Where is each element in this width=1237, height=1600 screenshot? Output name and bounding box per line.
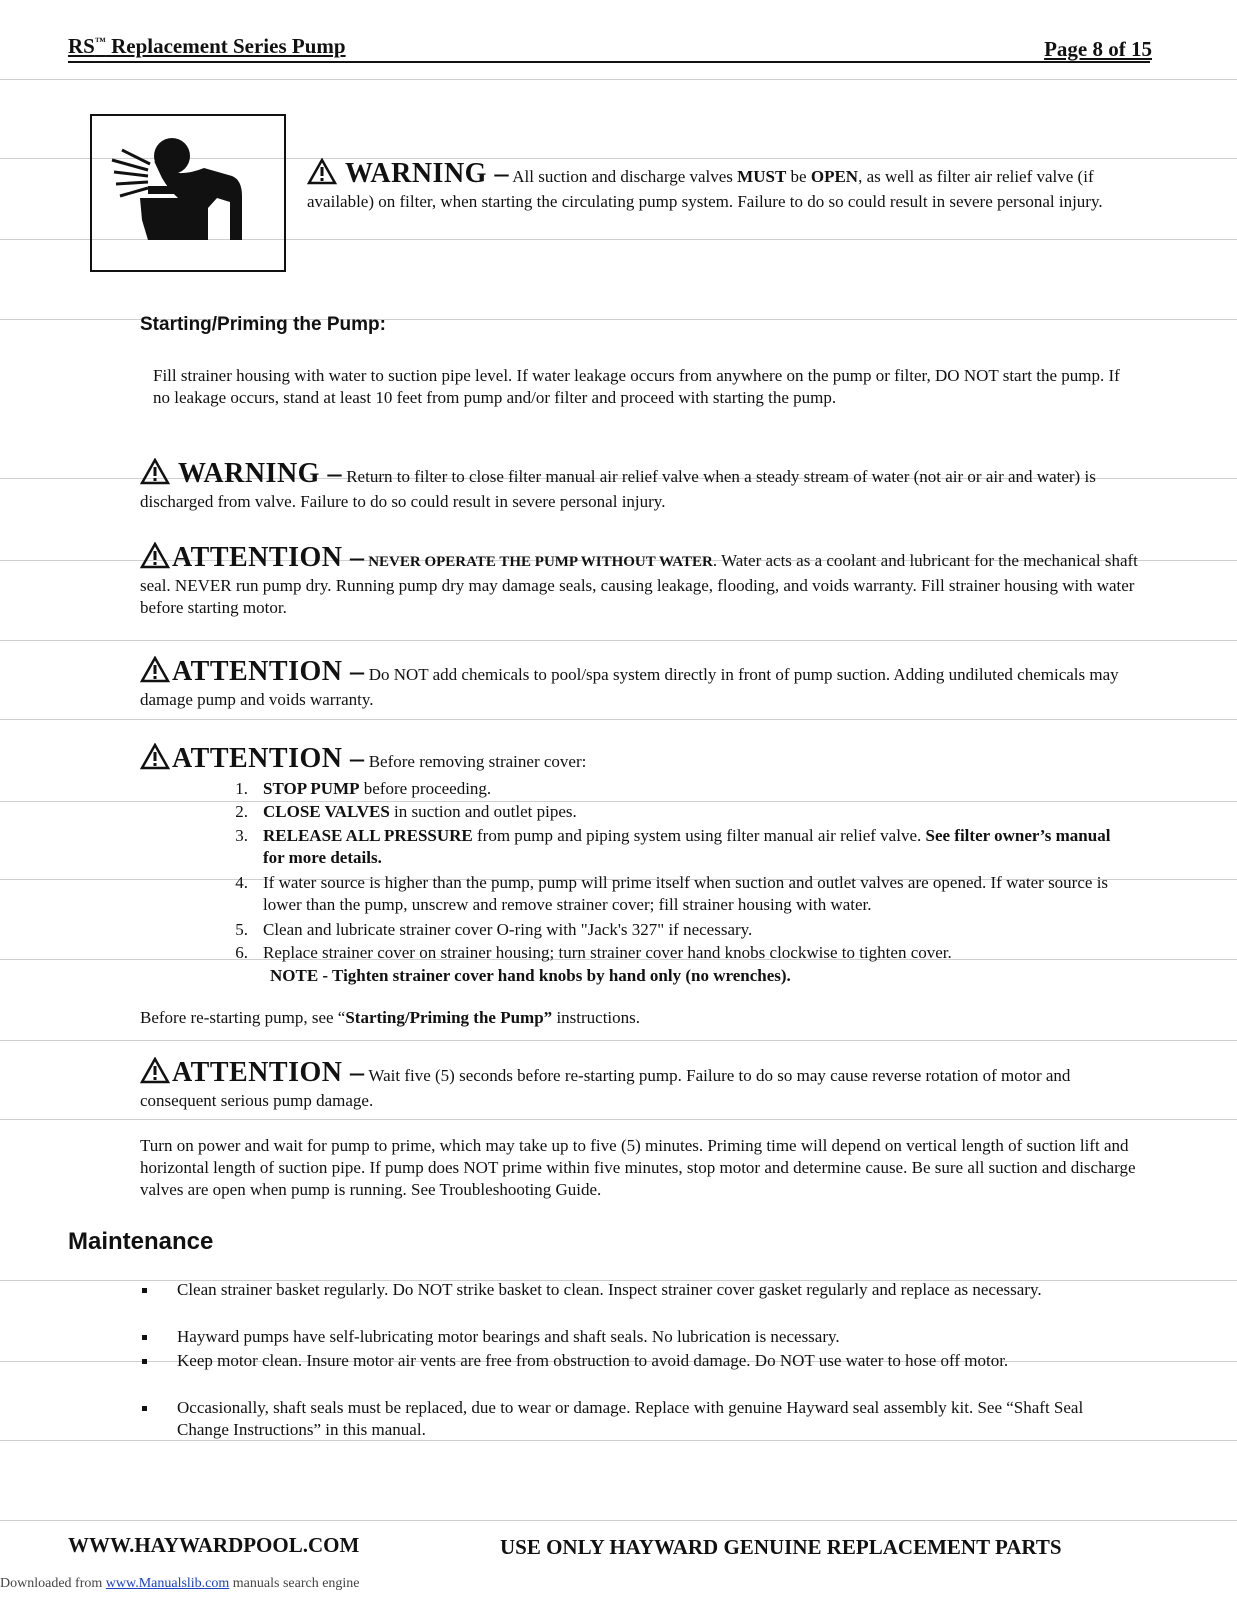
warning-triangle-icon xyxy=(140,743,170,776)
warning-triangle-icon xyxy=(140,1057,170,1090)
warning-triangle-icon xyxy=(307,158,337,191)
starting-instructions: Fill strainer housing with water to suction pipe level. If water leakage occurs from anywhere on the pump or filter, DO NOT start the pump. If no leakage occurs, stand at least 10 feet from pump and/or filter and proceed with starting the pump. xyxy=(153,366,1120,407)
priming-paragraph: Turn on power and wait for pump to prime, which may take up to five (5) minutes. Priming time will depend on vertical length of suction lift and horizontal length of suction pipe. If pump does NOT prime within five minutes, stop motor and determine cause. Be sure all suction and discharge valves are open when pump is running. See Troubleshooting Guide. xyxy=(140,1136,1136,1199)
section-heading-maintenance: Maintenance xyxy=(68,1228,214,1255)
attention-block-no-water: ATTENTION – NEVER OPERATE THE PUMP WITHOUT WATER. Water acts as a coolant and lubricant for the mechanical shaft seal. NEVER run pump dry. Running pump dry may damage seals, causing leakage, flooding, and voids warranty. Fill strainer housing with water before starting motor. xyxy=(140,542,1138,617)
restart-instruction: Before re-starting pump, see “Starting/Priming the Pump” instructions. xyxy=(140,1008,641,1027)
header-rule xyxy=(68,61,1150,63)
note-hand-knobs: NOTE - Tighten strainer cover hand knobs by hand only (no wrenches). xyxy=(270,966,791,985)
scan-line xyxy=(0,719,1237,720)
warning-block-valves: WARNING – All suction and discharge valves MUST be OPEN, as well as filter air relief valve (if available) on filter, when starting the circulating pump system. Failure to do so could result in severe personal injury. xyxy=(307,158,1103,211)
scan-line xyxy=(0,1520,1237,1521)
warning-triangle-icon xyxy=(140,542,170,575)
scan-line xyxy=(0,1119,1237,1120)
warning-block-air-relief: WARNING – Return to filter to close filter manual air relief valve when a steady stream of water (not air or air and water) is discharged from valve. Failure to do so could result in severe personal injury. xyxy=(140,458,1096,511)
footer-genuine-parts: USE ONLY HAYWARD GENUINE REPLACEMENT PARTS xyxy=(500,1535,1062,1559)
footer-website: WWW.HAYWARDPOOL.COM xyxy=(68,1533,360,1557)
chemical-splash-hazard-icon xyxy=(90,114,286,272)
attention-block-chemicals: ATTENTION – Do NOT add chemicals to pool/spa system directly in front of pump suction. Adding undiluted chemicals may damage pump and voids warranty. xyxy=(140,656,1119,709)
page-header-title: RS™ Replacement Series Pump xyxy=(68,34,346,58)
section-heading-starting: Starting/Priming the Pump: xyxy=(140,314,386,335)
attention-block-strainer-cover: ATTENTION – Before removing strainer cover: xyxy=(140,743,1150,776)
scan-line xyxy=(0,1040,1237,1041)
scan-line xyxy=(0,640,1237,641)
page-number: Page 8 of 15 xyxy=(1044,37,1152,61)
scan-line xyxy=(0,79,1237,80)
manualslib-link[interactable]: www.Manualslib.com xyxy=(105,1576,230,1591)
warning-triangle-icon xyxy=(140,458,170,491)
warning-triangle-icon xyxy=(140,656,170,689)
attention-block-wait: ATTENTION – Wait five (5) seconds before re-starting pump. Failure to do so may cause reverse rotation of motor and consequent serious pump damage. xyxy=(140,1057,1071,1110)
download-notice: Downloaded from www.Manualslib.com manuals search engine xyxy=(0,1576,360,1591)
